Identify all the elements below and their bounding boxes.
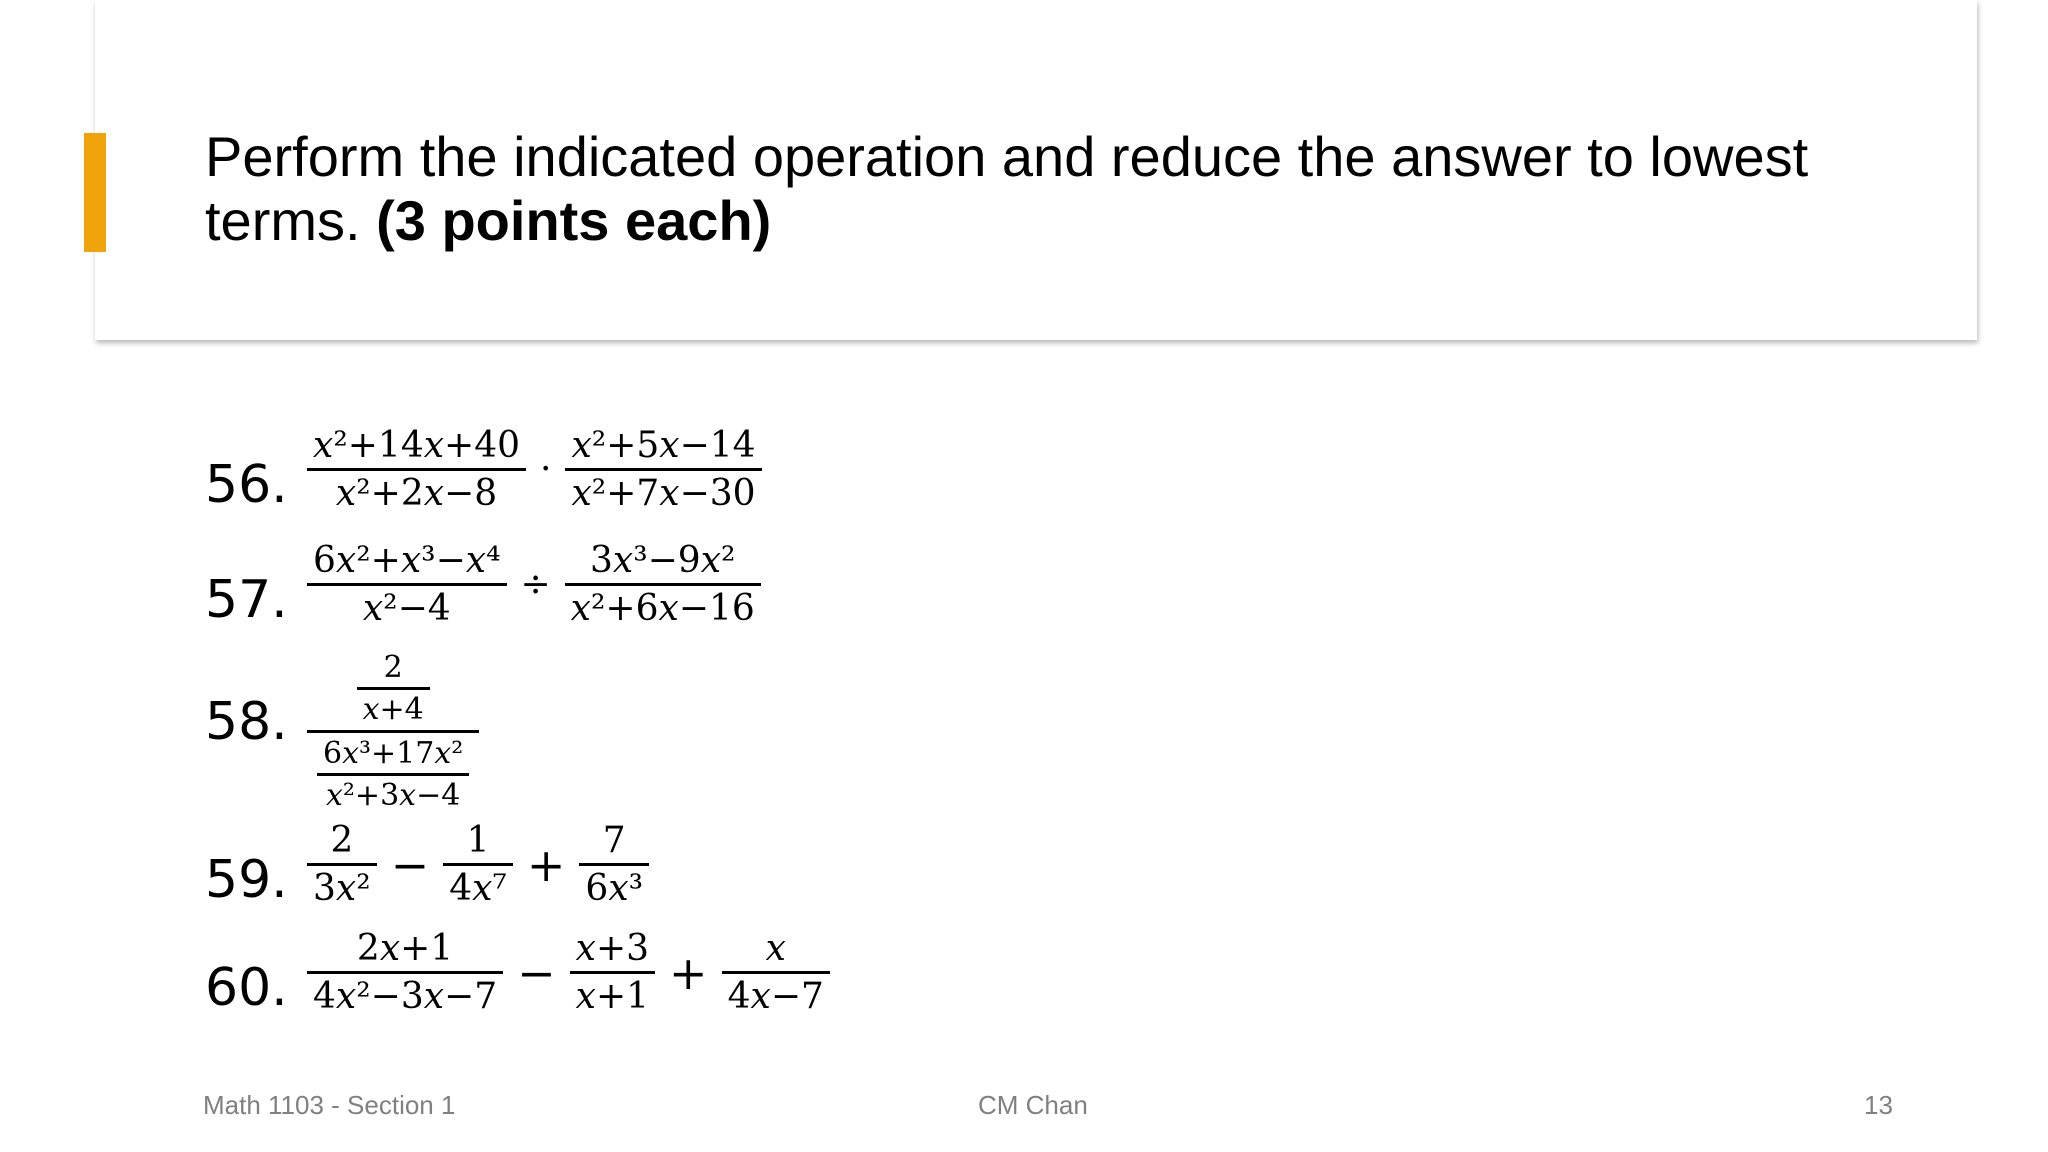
fraction xyxy=(565,540,761,629)
problem-expression xyxy=(303,928,834,1017)
numerator: 1 xyxy=(466,820,490,861)
problem-number: 60. xyxy=(205,958,288,1018)
fraction xyxy=(565,425,761,514)
denominator: 6x³ xyxy=(585,868,644,909)
problem-number: 59. xyxy=(205,850,288,910)
numerator: 6x³+17x² xyxy=(323,736,464,771)
footer-author: CM Chan xyxy=(978,1090,1088,1120)
multiply-operator: · xyxy=(540,449,552,490)
fraction xyxy=(443,820,513,909)
complex-fraction xyxy=(307,650,479,813)
footer-page-number: 13 xyxy=(1864,1090,1893,1120)
problem-58 xyxy=(205,650,705,820)
problem-56 xyxy=(205,425,905,545)
numerator: 7 xyxy=(602,820,626,861)
numerator: 2 xyxy=(383,650,403,685)
problem-59 xyxy=(205,820,905,940)
fraction xyxy=(317,736,469,813)
fraction xyxy=(357,650,430,727)
numerator: x+3 xyxy=(575,928,650,969)
complex-numerator xyxy=(347,650,440,730)
fraction xyxy=(307,928,503,1017)
denominator: x²+6x−16 xyxy=(570,588,755,629)
title-regular-text: Perform the indicated operation and reduce the answer to lowest terms. xyxy=(205,125,1809,252)
plus-operator: + xyxy=(526,837,566,892)
problem-number: 57. xyxy=(205,570,288,630)
numerator: 2 xyxy=(330,820,354,861)
divide-operator: ÷ xyxy=(520,564,551,605)
denominator: x²−4 xyxy=(362,588,451,629)
title-bold-text: (3 points each) xyxy=(376,189,772,252)
footer-course: Math 1103 - Section 1 xyxy=(203,1090,456,1120)
minus-operator: − xyxy=(517,945,556,1000)
problem-60 xyxy=(205,928,955,1048)
plus-operator: + xyxy=(669,945,708,1000)
fraction xyxy=(722,928,830,1017)
minus-operator: − xyxy=(390,837,430,892)
denominator: x+4 xyxy=(362,692,424,727)
denominator: x²+2x−8 xyxy=(335,473,498,514)
denominator: x+1 xyxy=(575,976,650,1017)
title-accent-bar xyxy=(84,133,106,252)
problem-expression xyxy=(303,650,483,813)
numerator: 2x+1 xyxy=(356,928,454,969)
problem-expression xyxy=(303,540,765,629)
fraction xyxy=(307,425,526,514)
problem-expression xyxy=(303,425,766,514)
denominator: 4x−7 xyxy=(727,976,824,1017)
numerator: x²+14x+40 xyxy=(313,425,521,466)
numerator: x xyxy=(765,928,786,969)
denominator: 4x²−3x−7 xyxy=(313,976,498,1017)
numerator: 6x²+x³−x⁴ xyxy=(313,540,501,581)
numerator: 3x³−9x² xyxy=(589,540,736,581)
problem-expression xyxy=(303,820,653,909)
denominator: x²+3x−4 xyxy=(325,778,461,813)
denominator: 4x⁷ xyxy=(449,868,507,909)
slide-title xyxy=(205,125,1905,253)
complex-denominator xyxy=(307,733,479,813)
denominator: 3x² xyxy=(313,868,371,909)
numerator: x²+5x−14 xyxy=(571,425,756,466)
fraction xyxy=(579,820,649,909)
fraction xyxy=(307,540,507,629)
problem-number: 56. xyxy=(205,455,288,515)
denominator: x²+7x−30 xyxy=(571,473,756,514)
fraction xyxy=(570,928,655,1017)
fraction xyxy=(307,820,377,909)
problem-number: 58. xyxy=(205,692,288,752)
problem-57 xyxy=(205,540,905,660)
